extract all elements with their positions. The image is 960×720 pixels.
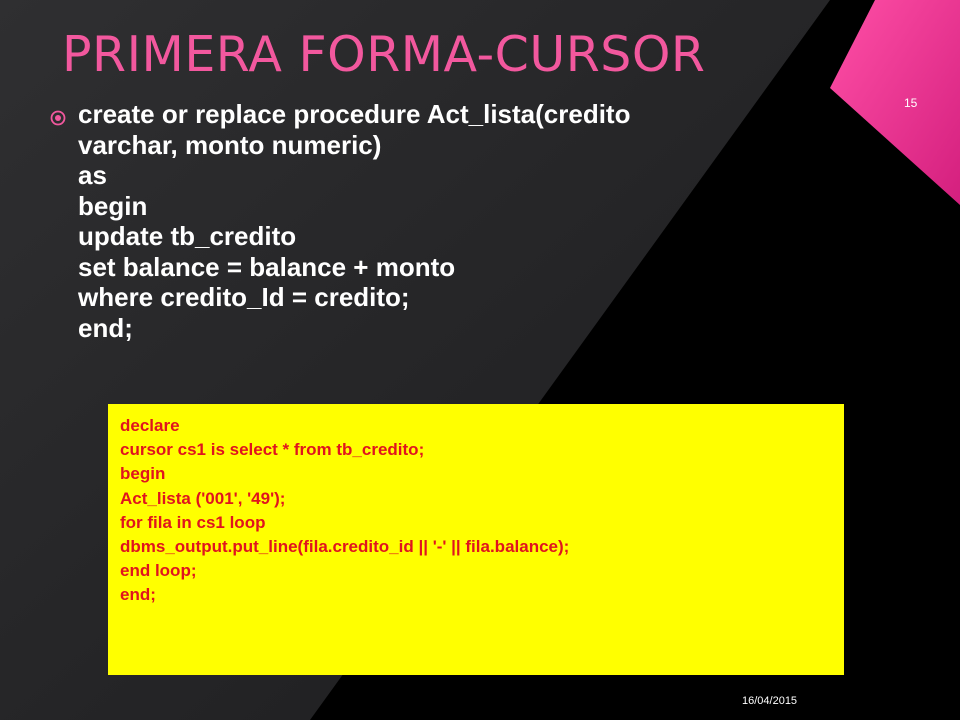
cursor-code-line: Act_lista ('001', '49'); — [120, 488, 286, 508]
cursor-code-line: cursor cs1 is select * from tb_credito; — [120, 440, 425, 460]
cursor-code-line: declare — [120, 416, 180, 435]
slide-title: PRIMERA FORMA-CURSOR — [62, 26, 706, 83]
slide-date: 16/04/2015 — [742, 695, 798, 707]
procedure-line: varchar, monto numeric) — [78, 129, 382, 160]
circle-dot-icon — [50, 110, 66, 126]
cursor-code-line: end loop; — [120, 561, 197, 581]
procedure-line: where credito_Id = credito; — [78, 282, 410, 312]
slide-number: 15 — [904, 96, 918, 110]
cursor-code-line: for fila in cs1 loop — [120, 512, 266, 532]
cursor-code-line: begin — [120, 464, 166, 484]
procedure-line: set balance = balance + monto — [78, 251, 456, 282]
procedure-line: create or replace procedure Act_lista(credito — [78, 99, 631, 129]
procedure-code — [78, 99, 630, 343]
procedure-line: as — [78, 160, 107, 190]
cursor-code-box — [108, 404, 844, 675]
cursor-code-line: dbms_output.put_line(fila.credito_id || '-' || fila.balance); — [120, 537, 570, 557]
cursor-code-line: end; — [120, 585, 156, 605]
procedure-line: begin — [78, 190, 148, 221]
procedure-line: end; — [78, 312, 133, 343]
procedure-line: update tb_credito — [78, 221, 297, 251]
